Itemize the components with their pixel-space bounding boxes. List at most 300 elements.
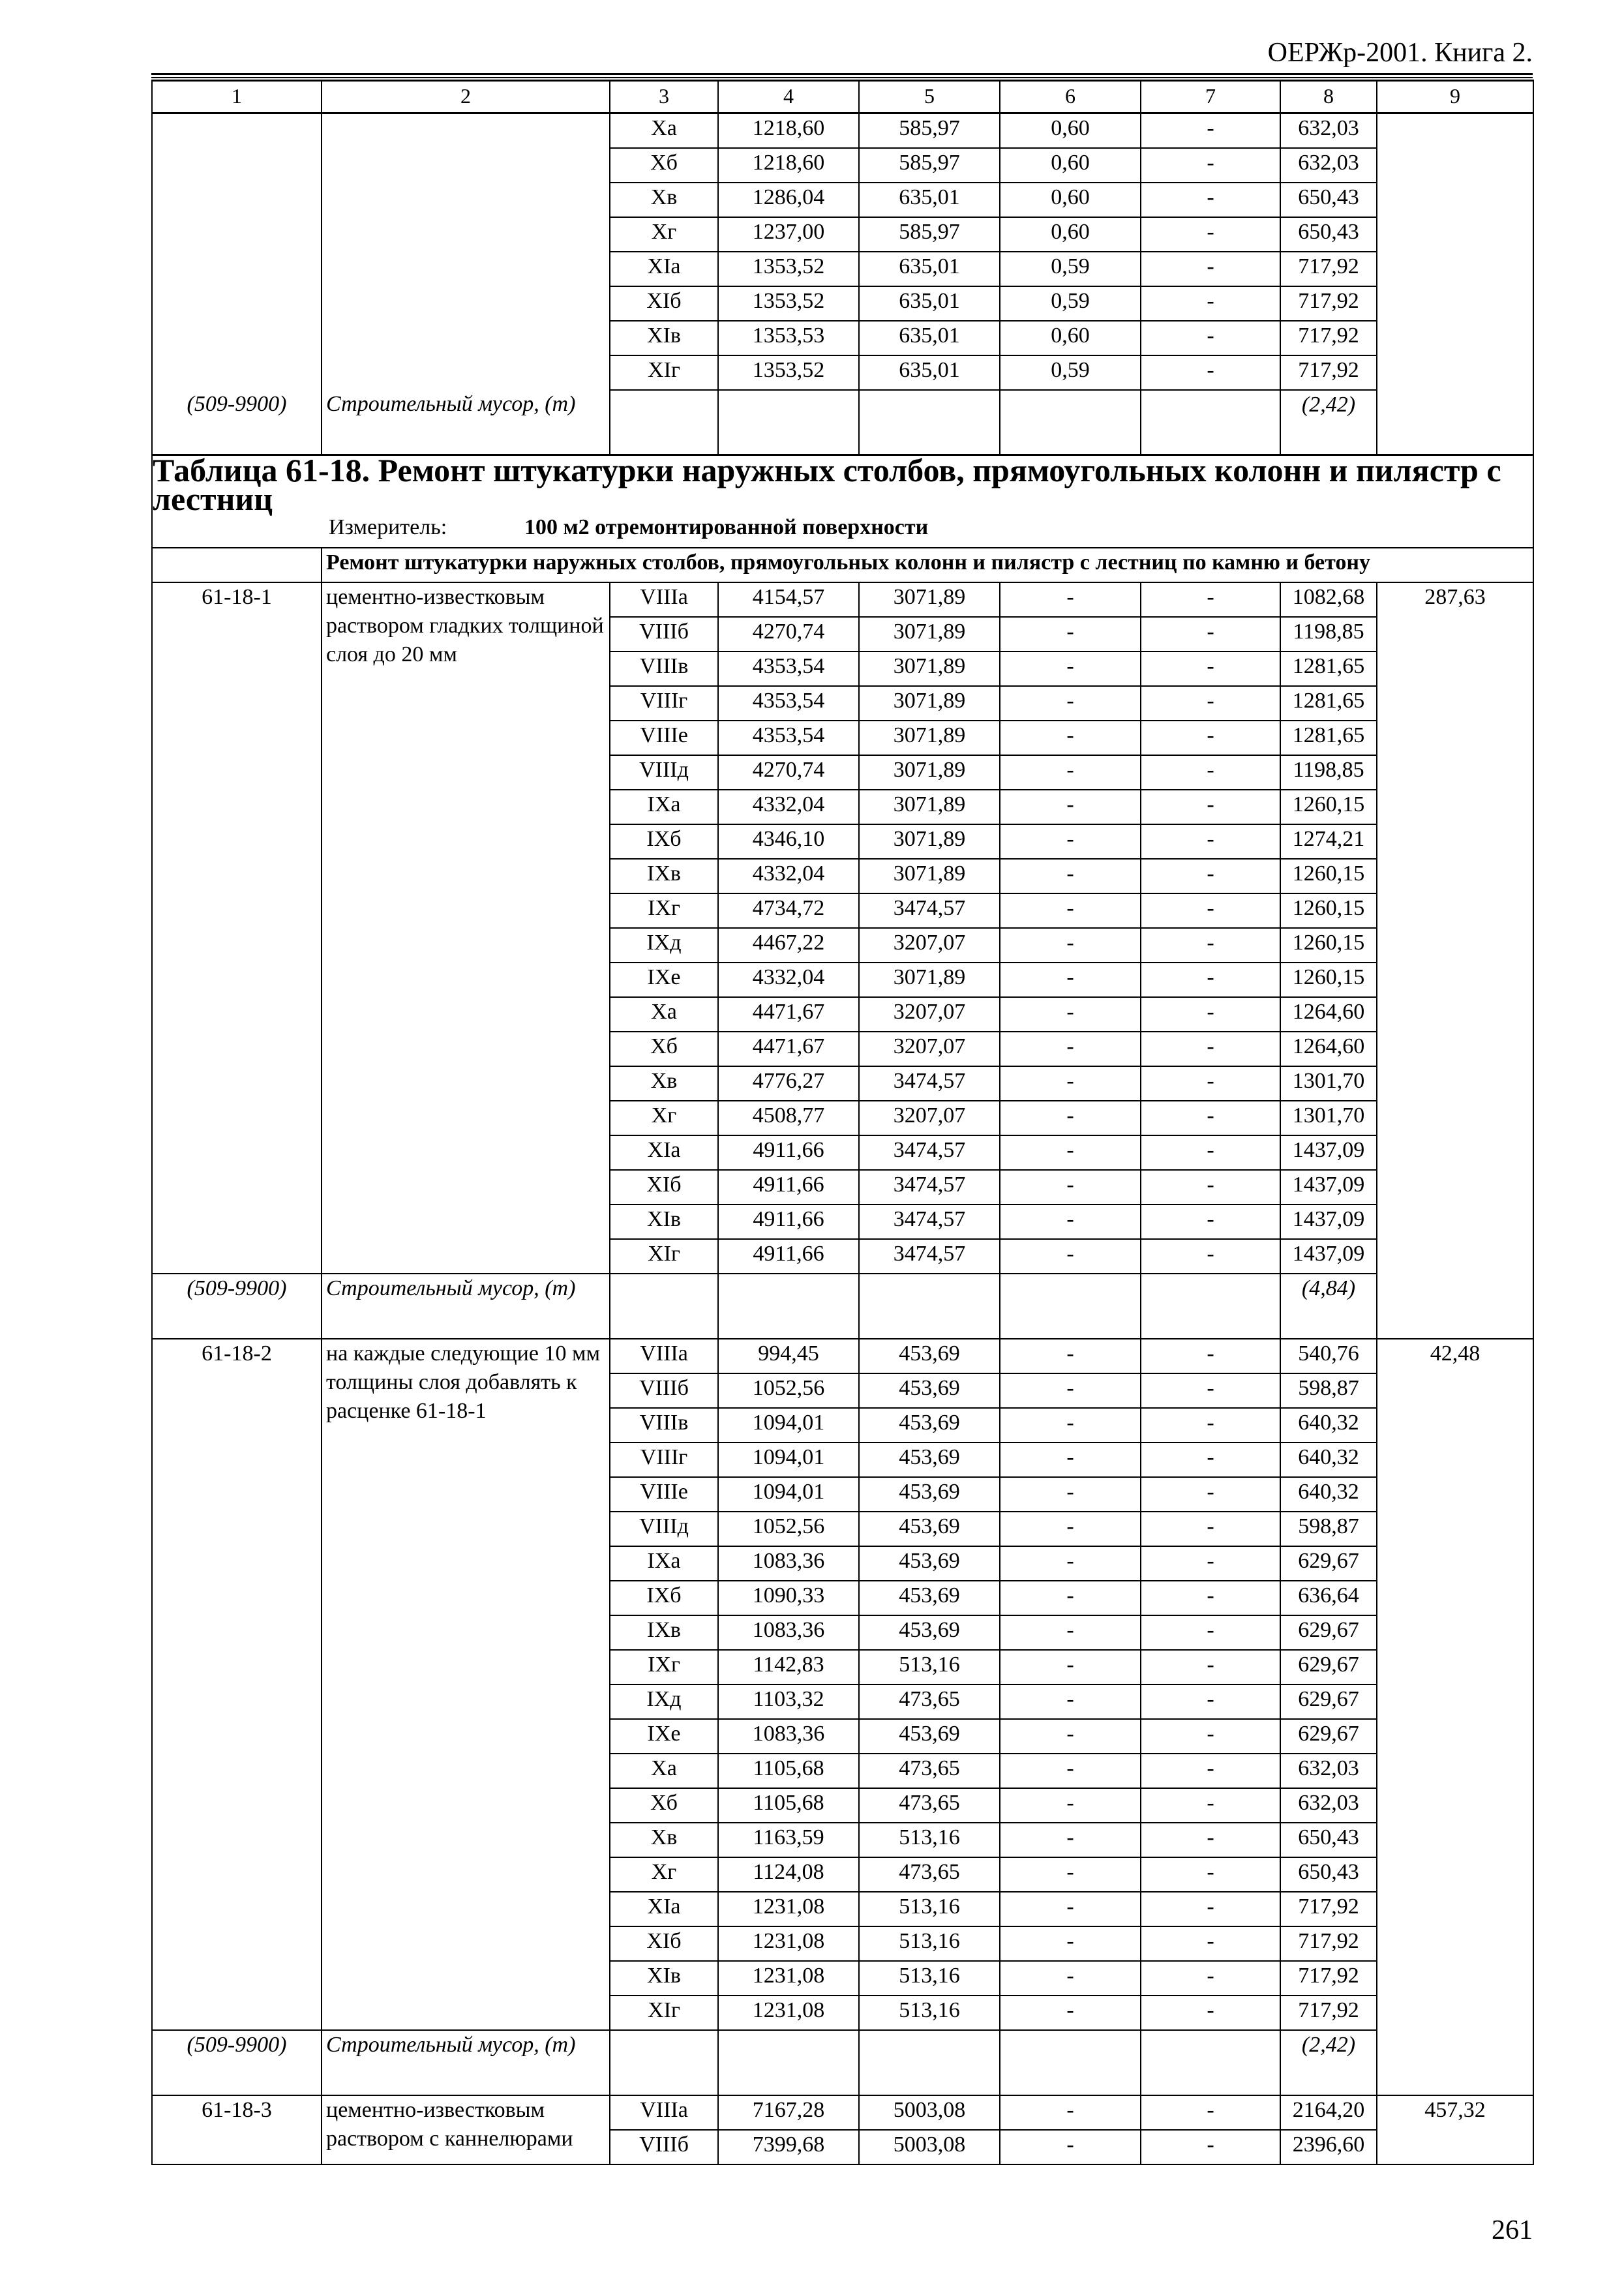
machinist-wages: - xyxy=(1141,755,1280,790)
materials-cost: 640,32 xyxy=(1280,1477,1377,1512)
work-name: цементно-известковым раствором с каннелюрами xyxy=(322,2095,610,2164)
materials-cost: 629,67 xyxy=(1280,1615,1377,1650)
region-code: XIв xyxy=(610,1961,718,1996)
empty-cell xyxy=(610,1274,718,1339)
machinist-wages: - xyxy=(1141,183,1280,217)
total-cost: 1094,01 xyxy=(718,1408,859,1443)
total-cost: 1237,00 xyxy=(718,217,859,252)
machine-cost: 0,59 xyxy=(1000,252,1141,286)
materials-cost: 1260,15 xyxy=(1280,928,1377,963)
section-title: Ремонт штукатурки наружных столбов, прямоугольных колонн и пилястр с лестниц по камню и бетону xyxy=(322,548,1533,582)
region-code: XIб xyxy=(610,1170,718,1204)
wages: 3207,07 xyxy=(859,1101,1000,1135)
wages: 453,69 xyxy=(859,1546,1000,1581)
total-cost: 7167,28 xyxy=(718,2095,859,2130)
materials-cost: 540,76 xyxy=(1280,1339,1377,1373)
total-cost: 1353,52 xyxy=(718,286,859,321)
wages: 585,97 xyxy=(859,148,1000,183)
machine-cost: - xyxy=(1000,997,1141,1032)
machine-cost: - xyxy=(1000,1961,1141,1996)
machinist-wages: - xyxy=(1141,1892,1280,1926)
total-cost: 1231,08 xyxy=(718,1892,859,1926)
column-number: 5 xyxy=(859,81,1000,113)
region-code: VIIIа xyxy=(610,2095,718,2130)
wages: 453,69 xyxy=(859,1443,1000,1477)
total-cost: 1163,59 xyxy=(718,1823,859,1857)
labor-hours: 42,48 xyxy=(1377,1339,1533,2095)
materials-cost: 717,92 xyxy=(1280,252,1377,286)
total-cost: 1218,60 xyxy=(718,148,859,183)
machine-cost: - xyxy=(1000,1823,1141,1857)
region-code: VIIIа xyxy=(610,582,718,617)
wages: 473,65 xyxy=(859,1857,1000,1892)
total-cost: 1094,01 xyxy=(718,1443,859,1477)
materials-cost: 1301,70 xyxy=(1280,1101,1377,1135)
materials-cost: 1437,09 xyxy=(1280,1204,1377,1239)
machinist-wages: - xyxy=(1141,1101,1280,1135)
region-code: Xг xyxy=(610,217,718,252)
machinist-wages: - xyxy=(1141,617,1280,651)
region-code: IXа xyxy=(610,790,718,824)
wages: 635,01 xyxy=(859,252,1000,286)
region-code: XIг xyxy=(610,1239,718,1274)
machine-cost: - xyxy=(1000,928,1141,963)
measure-row xyxy=(152,513,1533,548)
machinist-wages: - xyxy=(1141,1512,1280,1546)
materials-cost: 1082,68 xyxy=(1280,582,1377,617)
total-cost: 1231,08 xyxy=(718,1961,859,1996)
total-cost: 4332,04 xyxy=(718,963,859,997)
machine-cost: - xyxy=(1000,1101,1141,1135)
empty-cell xyxy=(1000,1274,1141,1339)
total-cost: 4911,66 xyxy=(718,1135,859,1170)
empty-cell xyxy=(718,2030,859,2095)
region-code: VIIIг xyxy=(610,1443,718,1477)
table-row xyxy=(152,582,1533,617)
machine-cost: - xyxy=(1000,617,1141,651)
total-cost: 4776,27 xyxy=(718,1066,859,1101)
total-cost: 4911,66 xyxy=(718,1239,859,1274)
machine-cost: - xyxy=(1000,790,1141,824)
materials-cost: 629,67 xyxy=(1280,1684,1377,1719)
rate-code: 61-18-2 xyxy=(152,1339,322,2030)
machine-cost: - xyxy=(1000,1788,1141,1823)
machine-cost: - xyxy=(1000,1239,1141,1274)
wages: 3071,89 xyxy=(859,651,1000,686)
region-code: Xб xyxy=(610,148,718,183)
region-code: XIв xyxy=(610,321,718,355)
machinist-wages: - xyxy=(1141,1408,1280,1443)
machinist-wages: - xyxy=(1141,686,1280,721)
machinist-wages: - xyxy=(1141,997,1280,1032)
machinist-wages: - xyxy=(1141,1443,1280,1477)
materials-cost: 1260,15 xyxy=(1280,859,1377,893)
machinist-wages: - xyxy=(1141,1650,1280,1684)
machinist-wages: - xyxy=(1141,2130,1280,2164)
total-cost: 1083,36 xyxy=(718,1615,859,1650)
region-code: IXг xyxy=(610,893,718,928)
machinist-wages: - xyxy=(1141,252,1280,286)
work-name: цементно-известковым раствором гладких толщиной слоя до 20 мм xyxy=(322,582,610,1274)
wages: 3207,07 xyxy=(859,928,1000,963)
wages: 453,69 xyxy=(859,1719,1000,1754)
machine-cost: 0,60 xyxy=(1000,321,1141,355)
materials-cost: 1274,21 xyxy=(1280,824,1377,859)
materials-cost: 2164,20 xyxy=(1280,2095,1377,2130)
materials-cost: 1281,65 xyxy=(1280,721,1377,755)
resource-code: (509-9900) xyxy=(152,390,322,455)
machine-cost: - xyxy=(1000,755,1141,790)
machine-cost: - xyxy=(1000,1926,1141,1961)
machinist-wages: - xyxy=(1141,1684,1280,1719)
machine-cost: - xyxy=(1000,582,1141,617)
wages: 453,69 xyxy=(859,1615,1000,1650)
machinist-wages: - xyxy=(1141,1032,1280,1066)
wages: 3071,89 xyxy=(859,582,1000,617)
machinist-wages: - xyxy=(1141,893,1280,928)
empty-cell xyxy=(859,1274,1000,1339)
machinist-wages: - xyxy=(1141,1926,1280,1961)
machine-cost: - xyxy=(1000,1477,1141,1512)
column-number: 9 xyxy=(1377,81,1533,113)
empty-cell xyxy=(1141,2030,1280,2095)
machinist-wages: - xyxy=(1141,286,1280,321)
machine-cost: - xyxy=(1000,1719,1141,1754)
wages: 453,69 xyxy=(859,1373,1000,1408)
machinist-wages: - xyxy=(1141,1373,1280,1408)
trash-row xyxy=(152,2030,1533,2095)
section-title-row xyxy=(152,548,1533,582)
machinist-wages: - xyxy=(1141,148,1280,183)
machine-cost: 0,59 xyxy=(1000,355,1141,390)
empty-cell xyxy=(1141,1274,1280,1339)
total-cost: 1103,32 xyxy=(718,1684,859,1719)
region-code: IXд xyxy=(610,928,718,963)
machine-cost: - xyxy=(1000,824,1141,859)
labor-hours: 457,32 xyxy=(1377,2095,1533,2164)
total-cost: 4911,66 xyxy=(718,1204,859,1239)
region-code: IXб xyxy=(610,824,718,859)
machine-cost: - xyxy=(1000,893,1141,928)
total-cost: 1142,83 xyxy=(718,1650,859,1684)
materials-cost: 1198,85 xyxy=(1280,617,1377,651)
materials-cost: 1260,15 xyxy=(1280,790,1377,824)
wages: 513,16 xyxy=(859,1996,1000,2030)
machinist-wages: - xyxy=(1141,1239,1280,1274)
wages: 3474,57 xyxy=(859,1170,1000,1204)
region-code: VIIIе xyxy=(610,1477,718,1512)
machinist-wages: - xyxy=(1141,2095,1280,2130)
total-cost: 1124,08 xyxy=(718,1857,859,1892)
wages: 635,01 xyxy=(859,183,1000,217)
wages: 5003,08 xyxy=(859,2130,1000,2164)
total-cost: 4353,54 xyxy=(718,721,859,755)
machine-cost: - xyxy=(1000,1135,1141,1170)
machinist-wages: - xyxy=(1141,1339,1280,1373)
materials-cost: 632,03 xyxy=(1280,113,1377,148)
machine-cost: - xyxy=(1000,1512,1141,1546)
total-cost: 1218,60 xyxy=(718,113,859,148)
materials-cost: 629,67 xyxy=(1280,1719,1377,1754)
wages: 513,16 xyxy=(859,1650,1000,1684)
materials-cost: 717,92 xyxy=(1280,1996,1377,2030)
total-cost: 4353,54 xyxy=(718,686,859,721)
rate-code: 61-18-3 xyxy=(152,2095,322,2164)
machinist-wages: - xyxy=(1141,1961,1280,1996)
machine-cost: - xyxy=(1000,1857,1141,1892)
region-code: Xв xyxy=(610,1066,718,1101)
empty-col9-cell xyxy=(1377,113,1533,455)
resource-name: Строительный мусор, (т) xyxy=(322,2030,610,2095)
total-cost: 1083,36 xyxy=(718,1719,859,1754)
work-name: на каждые следующие 10 мм толщины слоя добавлять к расценке 61-18-1 xyxy=(322,1339,610,2030)
machine-cost: 0,60 xyxy=(1000,217,1141,252)
resource-amount: (2,42) xyxy=(1280,390,1377,455)
wages: 3207,07 xyxy=(859,997,1000,1032)
machine-cost: - xyxy=(1000,1546,1141,1581)
total-cost: 1052,56 xyxy=(718,1373,859,1408)
total-cost: 1094,01 xyxy=(718,1477,859,1512)
machine-cost: - xyxy=(1000,1373,1141,1408)
total-cost: 1286,04 xyxy=(718,183,859,217)
machine-cost: - xyxy=(1000,1892,1141,1926)
materials-cost: 1281,65 xyxy=(1280,651,1377,686)
total-cost: 1105,68 xyxy=(718,1788,859,1823)
materials-cost: 717,92 xyxy=(1280,1926,1377,1961)
empty-cell xyxy=(718,390,859,455)
machinist-wages: - xyxy=(1141,113,1280,148)
wages: 3071,89 xyxy=(859,617,1000,651)
total-cost: 4471,67 xyxy=(718,1032,859,1066)
machinist-wages: - xyxy=(1141,1477,1280,1512)
table-row xyxy=(152,2095,1533,2130)
total-cost: 1090,33 xyxy=(718,1581,859,1615)
total-cost: 994,45 xyxy=(718,1339,859,1373)
total-cost: 1052,56 xyxy=(718,1512,859,1546)
total-cost: 1231,08 xyxy=(718,1996,859,2030)
machine-cost: 0,60 xyxy=(1000,113,1141,148)
wages: 513,16 xyxy=(859,1892,1000,1926)
machine-cost: - xyxy=(1000,651,1141,686)
materials-cost: 640,32 xyxy=(1280,1408,1377,1443)
machine-cost: - xyxy=(1000,686,1141,721)
machinist-wages: - xyxy=(1141,582,1280,617)
machinist-wages: - xyxy=(1141,859,1280,893)
wages: 3071,89 xyxy=(859,790,1000,824)
machinist-wages: - xyxy=(1141,1066,1280,1101)
machine-cost: - xyxy=(1000,1581,1141,1615)
materials-cost: 636,64 xyxy=(1280,1581,1377,1615)
total-cost: 4911,66 xyxy=(718,1170,859,1204)
region-code: XIа xyxy=(610,1135,718,1170)
machine-cost: - xyxy=(1000,721,1141,755)
machine-cost: - xyxy=(1000,1443,1141,1477)
resource-code: (509-9900) xyxy=(152,2030,322,2095)
machinist-wages: - xyxy=(1141,790,1280,824)
wages: 473,65 xyxy=(859,1788,1000,1823)
materials-cost: 632,03 xyxy=(1280,148,1377,183)
region-code: Xг xyxy=(610,1101,718,1135)
wages: 3474,57 xyxy=(859,1066,1000,1101)
machine-cost: - xyxy=(1000,1650,1141,1684)
wages: 3071,89 xyxy=(859,686,1000,721)
total-cost: 1353,52 xyxy=(718,355,859,390)
materials-cost: 717,92 xyxy=(1280,355,1377,390)
header-rule xyxy=(151,73,1533,75)
region-code: XIг xyxy=(610,355,718,390)
region-code: XIг xyxy=(610,1996,718,2030)
machinist-wages: - xyxy=(1141,928,1280,963)
region-code: Xа xyxy=(610,113,718,148)
wages: 3071,89 xyxy=(859,859,1000,893)
machine-cost: 0,59 xyxy=(1000,286,1141,321)
machinist-wages: - xyxy=(1141,963,1280,997)
region-code: IXе xyxy=(610,1719,718,1754)
machinist-wages: - xyxy=(1141,1615,1280,1650)
region-code: Xг xyxy=(610,1857,718,1892)
materials-cost: 640,32 xyxy=(1280,1443,1377,1477)
empty-cell xyxy=(1000,2030,1141,2095)
region-code: VIIIв xyxy=(610,1408,718,1443)
total-cost: 4353,54 xyxy=(718,651,859,686)
wages: 513,16 xyxy=(859,1926,1000,1961)
machinist-wages: - xyxy=(1141,355,1280,390)
materials-cost: 1281,65 xyxy=(1280,686,1377,721)
total-cost: 4332,04 xyxy=(718,859,859,893)
materials-cost: 650,43 xyxy=(1280,217,1377,252)
rates-table xyxy=(151,80,1534,2165)
machine-cost: - xyxy=(1000,1408,1141,1443)
total-cost: 4508,77 xyxy=(718,1101,859,1135)
total-cost: 1231,08 xyxy=(718,1926,859,1961)
page-number: 261 xyxy=(1492,2215,1533,2245)
machinist-wages: - xyxy=(1141,1996,1280,2030)
machine-cost: - xyxy=(1000,1996,1141,2030)
materials-cost: 1437,09 xyxy=(1280,1135,1377,1170)
wages: 3071,89 xyxy=(859,755,1000,790)
machinist-wages: - xyxy=(1141,1719,1280,1754)
machinist-wages: - xyxy=(1141,1581,1280,1615)
wages: 513,16 xyxy=(859,1961,1000,1996)
machinist-wages: - xyxy=(1141,217,1280,252)
wages: 3071,89 xyxy=(859,963,1000,997)
machinist-wages: - xyxy=(1141,1823,1280,1857)
materials-cost: 1437,09 xyxy=(1280,1239,1377,1274)
region-code: IXв xyxy=(610,1615,718,1650)
region-code: Xб xyxy=(610,1032,718,1066)
total-cost: 1353,53 xyxy=(718,321,859,355)
labor-hours: 287,63 xyxy=(1377,582,1533,1339)
machine-cost: - xyxy=(1000,859,1141,893)
resource-amount: (4,84) xyxy=(1280,1274,1377,1339)
machinist-wages: - xyxy=(1141,1754,1280,1788)
empty-cell xyxy=(1000,390,1141,455)
materials-cost: 598,87 xyxy=(1280,1373,1377,1408)
total-cost: 1105,68 xyxy=(718,1754,859,1788)
materials-cost: 717,92 xyxy=(1280,1961,1377,1996)
wages: 453,69 xyxy=(859,1477,1000,1512)
machine-cost: 0,60 xyxy=(1000,148,1141,183)
column-number: 8 xyxy=(1280,81,1377,113)
column-number: 3 xyxy=(610,81,718,113)
materials-cost: 1437,09 xyxy=(1280,1170,1377,1204)
total-cost: 1353,52 xyxy=(718,252,859,286)
region-code: Xв xyxy=(610,1823,718,1857)
running-header: ОЕРЖр-2001. Книга 2. xyxy=(1267,38,1533,68)
wages: 3474,57 xyxy=(859,1135,1000,1170)
materials-cost: 650,43 xyxy=(1280,1857,1377,1892)
rate-code: 61-18-1 xyxy=(152,582,322,1274)
table-title-row xyxy=(152,455,1533,514)
machinist-wages: - xyxy=(1141,1788,1280,1823)
empty-cell xyxy=(610,2030,718,2095)
column-number: 1 xyxy=(152,81,322,113)
wages: 585,97 xyxy=(859,217,1000,252)
machinist-wages: - xyxy=(1141,721,1280,755)
resource-code: (509-9900) xyxy=(152,1274,322,1339)
wages: 513,16 xyxy=(859,1823,1000,1857)
materials-cost: 629,67 xyxy=(1280,1546,1377,1581)
measure-label: Измеритель: xyxy=(329,515,447,539)
empty-cell xyxy=(1141,390,1280,455)
wages: 3474,57 xyxy=(859,1239,1000,1274)
machinist-wages: - xyxy=(1141,824,1280,859)
empty-cell xyxy=(718,1274,859,1339)
machinist-wages: - xyxy=(1141,1546,1280,1581)
total-cost: 4467,22 xyxy=(718,928,859,963)
materials-cost: 650,43 xyxy=(1280,183,1377,217)
machine-cost: - xyxy=(1000,1754,1141,1788)
machine-cost: - xyxy=(1000,1615,1141,1650)
wages: 473,65 xyxy=(859,1754,1000,1788)
total-cost: 4471,67 xyxy=(718,997,859,1032)
wages: 5003,08 xyxy=(859,2095,1000,2130)
wages: 635,01 xyxy=(859,321,1000,355)
machinist-wages: - xyxy=(1141,1204,1280,1239)
materials-cost: 1301,70 xyxy=(1280,1066,1377,1101)
machinist-wages: - xyxy=(1141,1135,1280,1170)
machine-cost: - xyxy=(1000,1339,1141,1373)
materials-cost: 1198,85 xyxy=(1280,755,1377,790)
machine-cost: - xyxy=(1000,2130,1141,2164)
machinist-wages: - xyxy=(1141,1170,1280,1204)
total-cost: 7399,68 xyxy=(718,2130,859,2164)
trash-row xyxy=(152,1274,1533,1339)
section-empty-cell xyxy=(152,548,322,582)
wages: 453,69 xyxy=(859,1339,1000,1373)
header-rule-thin xyxy=(151,77,1533,78)
materials-cost: 598,87 xyxy=(1280,1512,1377,1546)
empty-cell xyxy=(859,390,1000,455)
region-code: IXг xyxy=(610,1650,718,1684)
materials-cost: 1264,60 xyxy=(1280,997,1377,1032)
machinist-wages: - xyxy=(1141,321,1280,355)
materials-cost: 629,67 xyxy=(1280,1650,1377,1684)
region-code: VIIIд xyxy=(610,755,718,790)
materials-cost: 717,92 xyxy=(1280,321,1377,355)
region-code: XIа xyxy=(610,1892,718,1926)
region-code: VIIIб xyxy=(610,1373,718,1408)
column-number: 7 xyxy=(1141,81,1280,113)
region-code: VIIIб xyxy=(610,617,718,651)
region-code: IXе xyxy=(610,963,718,997)
total-cost: 4270,74 xyxy=(718,755,859,790)
region-code: IXд xyxy=(610,1684,718,1719)
region-code: VIIIб xyxy=(610,2130,718,2164)
wages: 453,69 xyxy=(859,1512,1000,1546)
machine-cost: - xyxy=(1000,1204,1141,1239)
wages: 453,69 xyxy=(859,1408,1000,1443)
